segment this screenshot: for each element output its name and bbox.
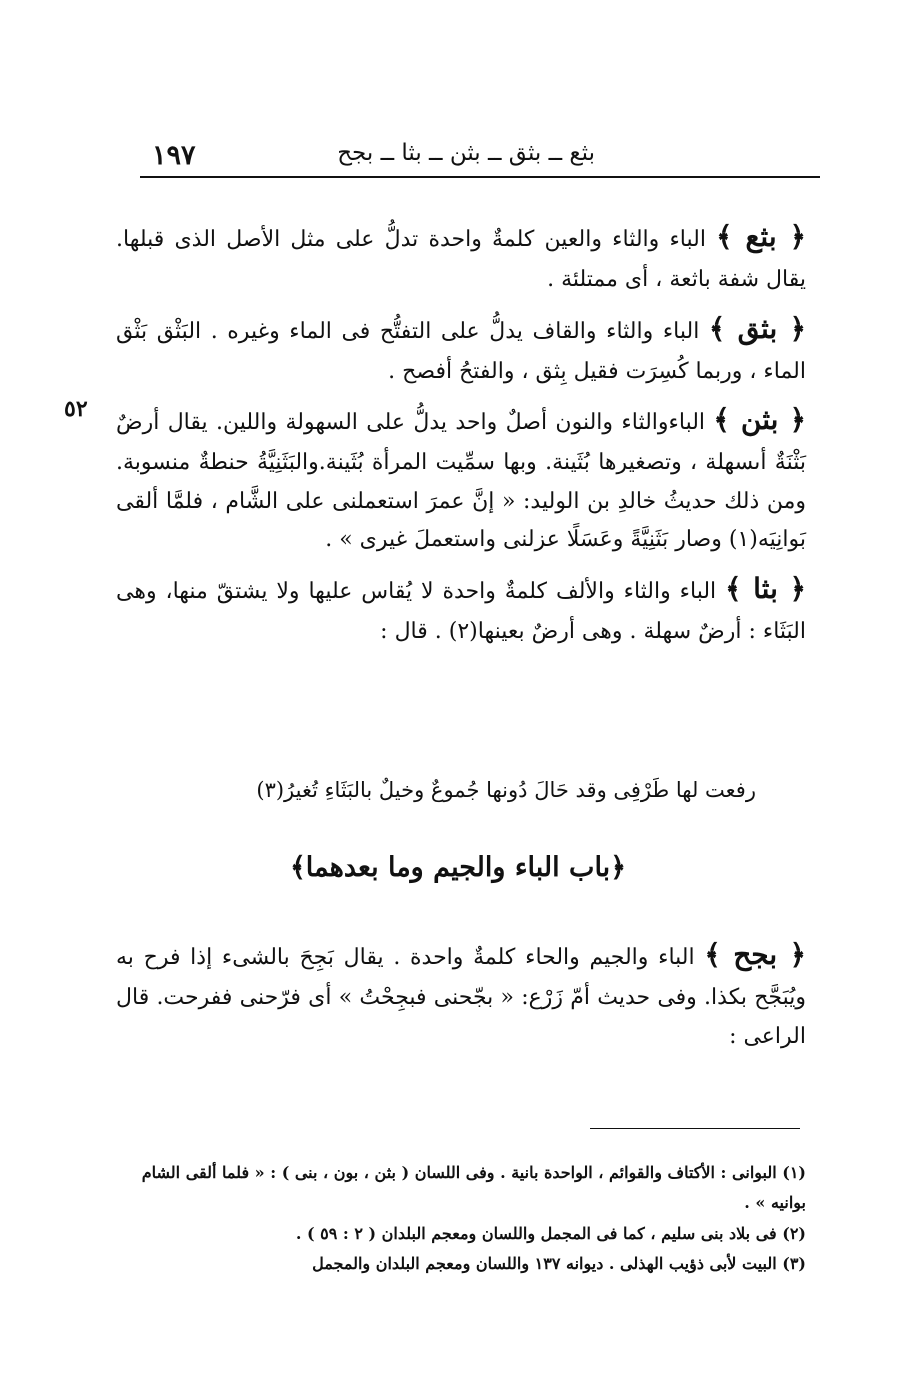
entry-text: الباء والثاء والعين كلمةٌ واحدة تدلُّ على مثل الأصل الذى قبلها. يقال شفة باثعة ، أى ممتلئة . bbox=[116, 227, 806, 292]
entry-text: الباء والثاء والألف كلمةٌ واحدة لا يُقاس عليها ولا يشتقّ منها، وهى البَثَاء : أرضٌ سهلة . وهى أرضٌ بعينها(٢) . قال : bbox=[116, 578, 806, 644]
entry-headword: ﴿ بثا ﴾ bbox=[725, 571, 806, 605]
running-head bbox=[140, 136, 820, 178]
entry-headword: ﴿ بثق ﴾ bbox=[708, 311, 806, 345]
footnote-divider bbox=[590, 1128, 800, 1129]
final-entry-block bbox=[116, 930, 806, 1060]
entry-text: الباء والجيم والحاء كلمةٌ واحدة . يقال بَجِحَ بالشىء إذا فرح به ويُبَجَّح بكذا. وفى حديث أمّ زَرْع: « بجّحنى فبجِحْتُ » أى فرّحنى ففرحت. قال الراعى : bbox=[116, 945, 806, 1049]
entry-bjh bbox=[116, 930, 806, 1056]
footnote: (٢) فى بلاد بنى سليم ، كما فى المجمل واللسان ومعجم البلدان ( ٢ : ٥٩ ) . bbox=[295, 1223, 806, 1243]
entry-bthn bbox=[116, 395, 806, 560]
footnote: (١) البوانى : الأكتاف والقوائم ، الواحدة بانية . وفى اللسان ( بثن ، بون ، بنى ) : « فلما ألقى الشام بوانيه » . bbox=[141, 1163, 806, 1213]
running-title: بثع ــ بثق ــ بثن ــ بثا ــ بجح bbox=[337, 140, 595, 166]
entry-btha bbox=[116, 564, 806, 652]
entry-text: الباء والثاء والقاف يدلُّ على التفتُّح فى الماء وغيره . البَثْق بَثْق الماء ، وربما كُسِرَت فقيل بِثق ، والفتحُ أفصح . bbox=[116, 318, 806, 384]
entry-headword: ﴿ بجح ﴾ bbox=[704, 938, 806, 971]
page-number: ١٩٧ bbox=[152, 140, 196, 171]
entry-text: الباءوالثاء والنون أصلٌ واحد يدلُّ على السهولة واللين. يقال أرضٌ بَثْنَةٌ أىسهلة ، وتصغيرها بُثَينة. وبها سمِّيت المرأة بُثَينة.والبَثَنِيَّةُ حنطةٌ منسوبة. ومن ذلك حديثُ خالدِ بن الوليد: « إنَّ عمرَ استعملنى على الشَّام ، فلمَّا ألقى بَوانِيَه(١) وصار بَثَنِيَّةً وعَسَلًا عزلنى واستعملَ غيرى » . bbox=[116, 410, 806, 552]
entries-block bbox=[116, 212, 806, 655]
entry-bthq bbox=[116, 304, 806, 392]
footnote: (٣) البيت لأبى ذؤيب الهذلى . ديوانه ١٣٧ واللسان ومعجم البلدان والمجمل bbox=[312, 1254, 806, 1274]
entry-bth bbox=[116, 212, 806, 300]
entry-headword: ﴿ بثع ﴾ bbox=[716, 220, 806, 253]
chapter-heading: ﴿باب الباء والجيم وما بعدهما﴾ bbox=[289, 852, 627, 883]
poem-verse: رفعت لها طَرْفِى وقد حَالَ دُونها جُموعٌ وخيلٌ بالبَثَاءِ تُغيرُ(٣) bbox=[256, 778, 756, 802]
entry-headword: ﴿ بثن ﴾ bbox=[713, 403, 806, 436]
footnotes bbox=[116, 1158, 806, 1280]
margin-number: ٥٢ bbox=[64, 396, 88, 422]
